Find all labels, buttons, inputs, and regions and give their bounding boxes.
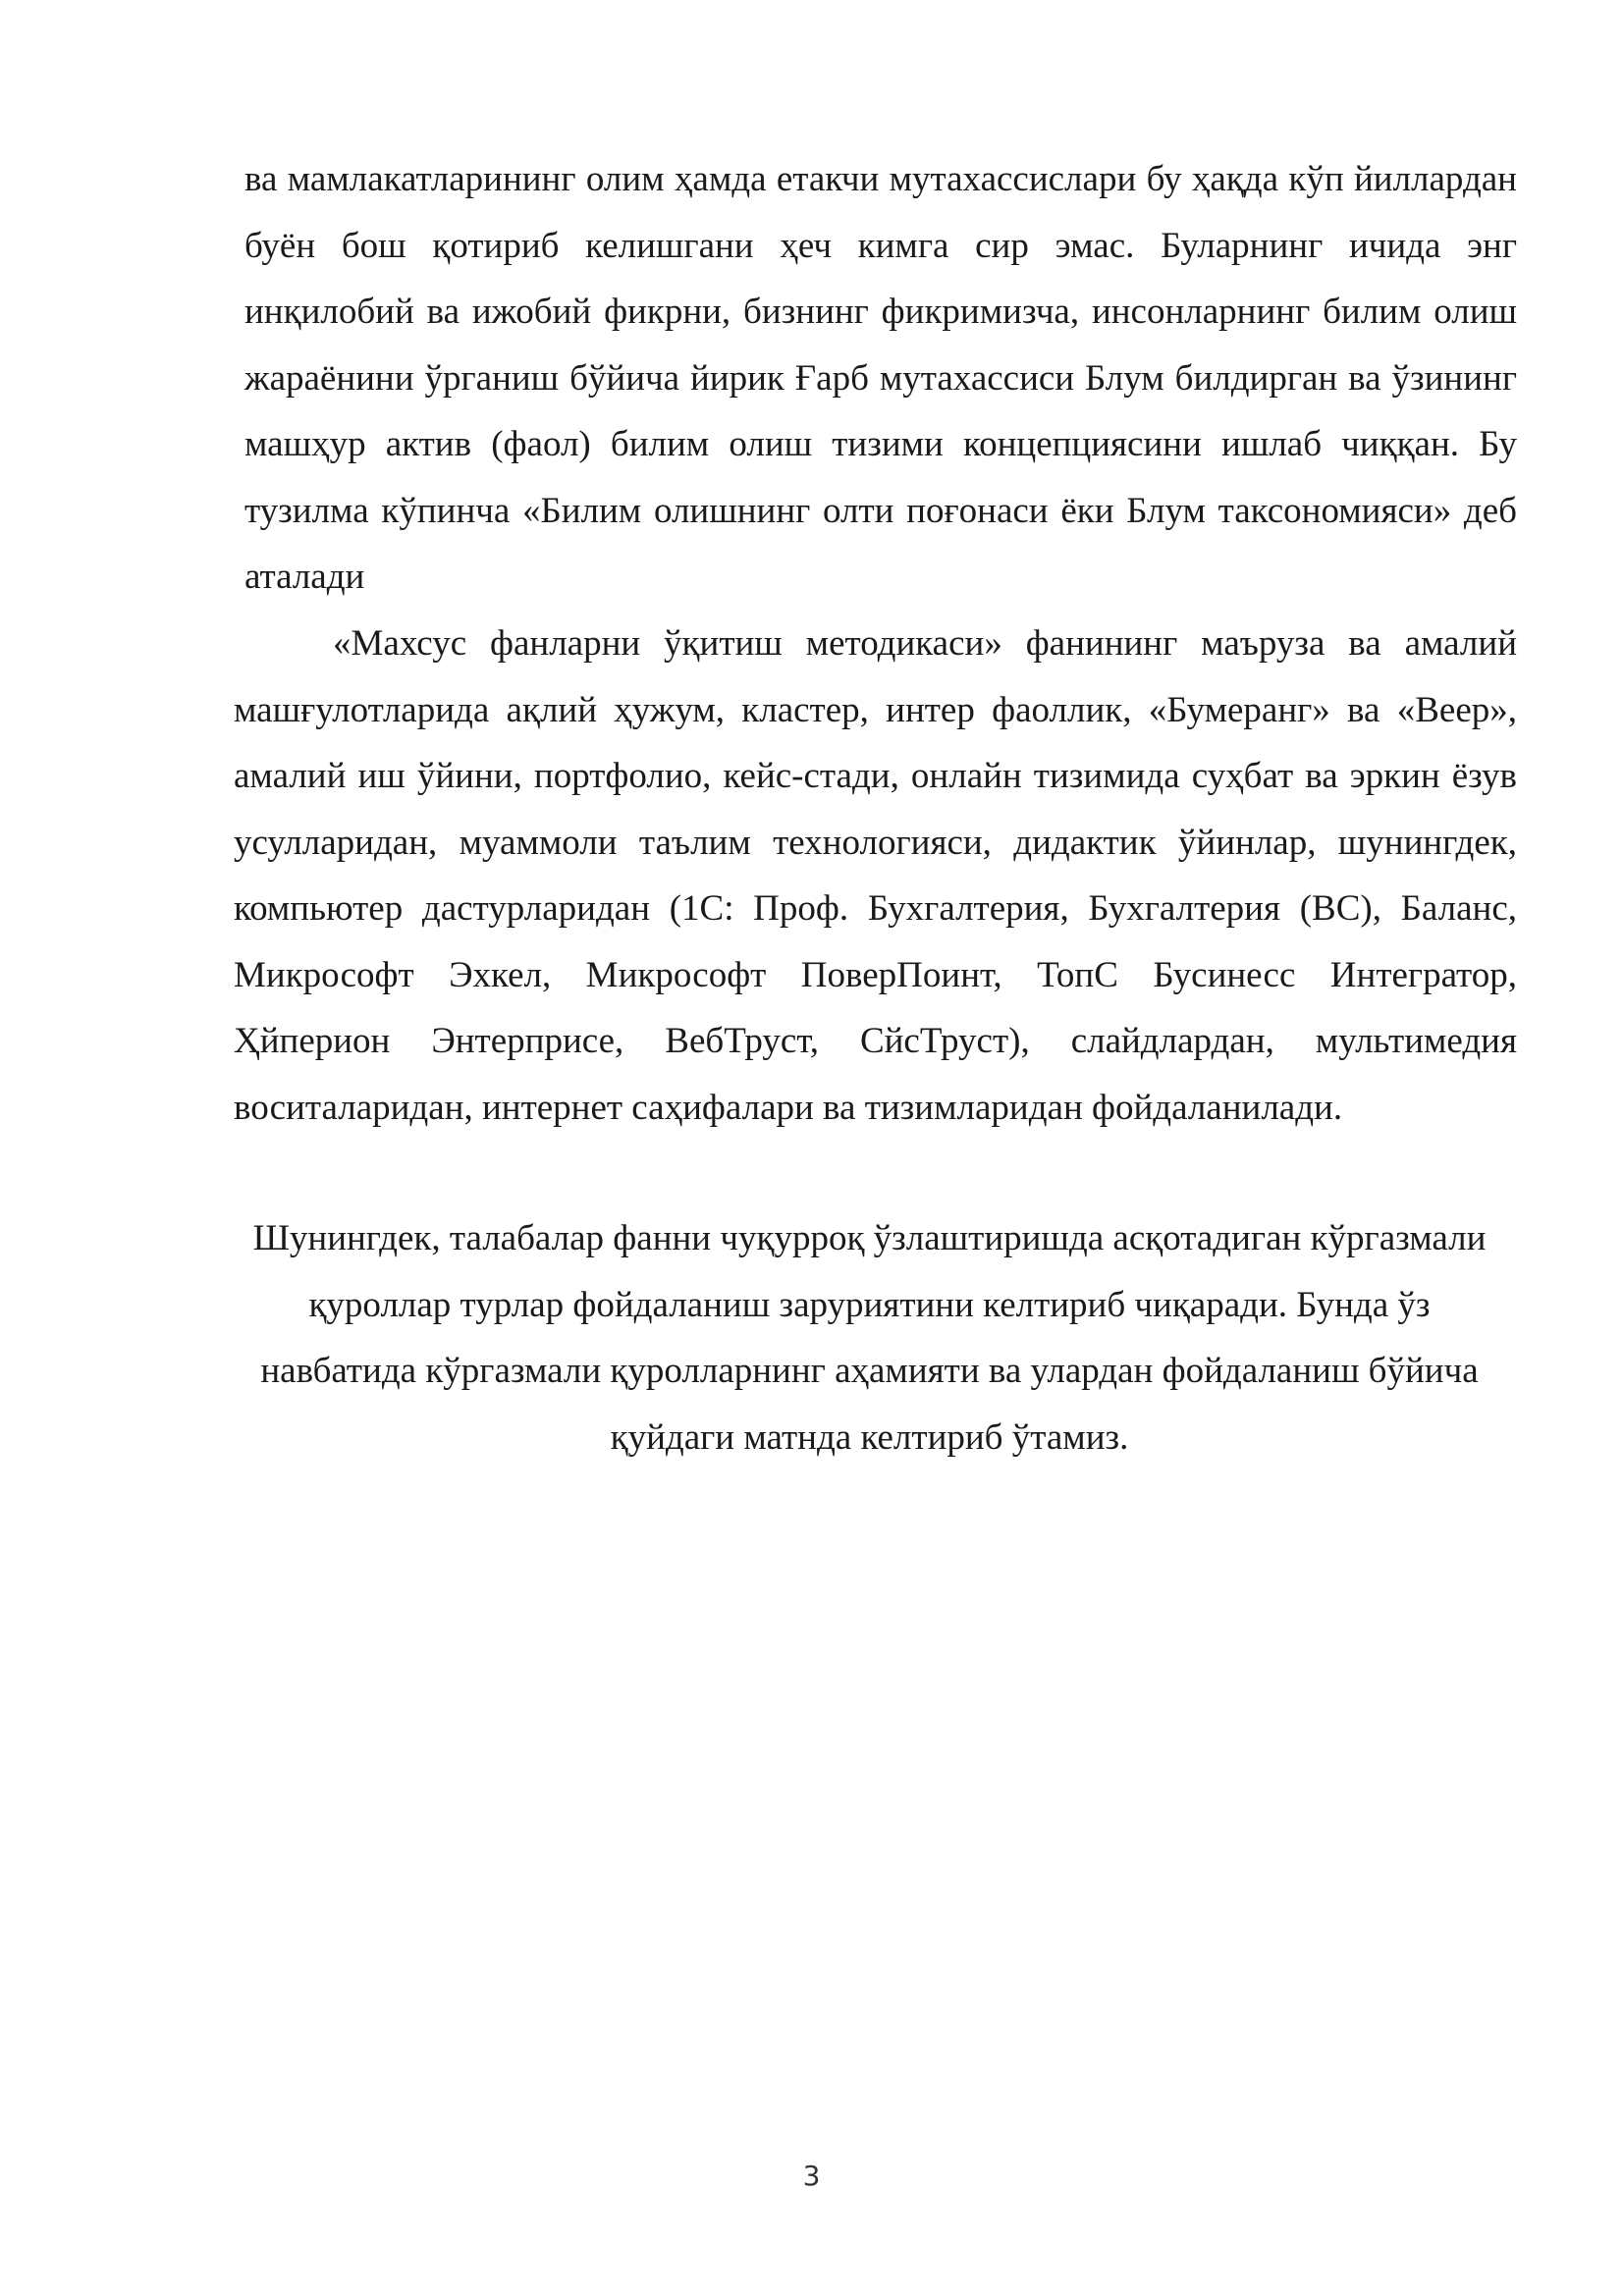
paragraph-teaching-methods: «Махсус фанларни ўқитиш методикаси» фанининг маъруза ва амалий машғулотларида ақлий ҳужум, кластер, интер фаоллик, «Бумеранг» ва «Веер», амалий иш ўйини, портфолио, кейс-стади, онлайн тизимида суҳбат ва эркин ёзув усулларидан, муаммоли таълим технологияси, дидактик ўйинлар, шунингдек, компьютер дастурларидан (1С: Проф. Бухгалтерия, Бухгалтерия (ВС), Баланс, Микрософт Эхкел, Микрософт ПоверПоинт, ТопС Бусинесс Интегратор, Ҳйперион Энтерприсе, ВебТруст, СйсТруст), слайдлардан, мультимедия воситаларидан, интернет саҳифалари ва тизимларидан фойдаланилади. <box>234 623 1517 1128</box>
paragraph-bloom-taxonomy: ва мамлакатларининг олим ҳамда етакчи мутахассислари бу ҳақда кўп йиллардан буён бош қотириб келишгани ҳеч кимга сир эмас. Буларнинг ичида энг инқилобий ва ижобий фикрни, бизнинг фикримизча, инсонларнинг билим олиш жараёнини ўрганиш бўйича йирик Ғарб мутахассиси Блум билдирган ва ўзининг машҳур актив (фаол) билим олиш тизими концепциясини ишлаб чиққан. Бу тузилма кўпинча «Билим олишнинг олти поғонаси ёки Блум таксономияси» деб аталади <box>244 159 1517 597</box>
paragraph-visual-aids: Шунингдек, талабалар фанни чуқурроқ ўзлаштиришда асқотадиган кўргазмали қуроллар турлар фойдаланиш заруриятини келтириб чиқаради. Бунда ўз навбатида кўргазмали қуролларнинг аҳамияти ва улардан фойдаланиш бўйича қуйдаги матнда келтириб ўтамиз. <box>252 1218 1487 1458</box>
page-number: 3 <box>802 2160 821 2192</box>
